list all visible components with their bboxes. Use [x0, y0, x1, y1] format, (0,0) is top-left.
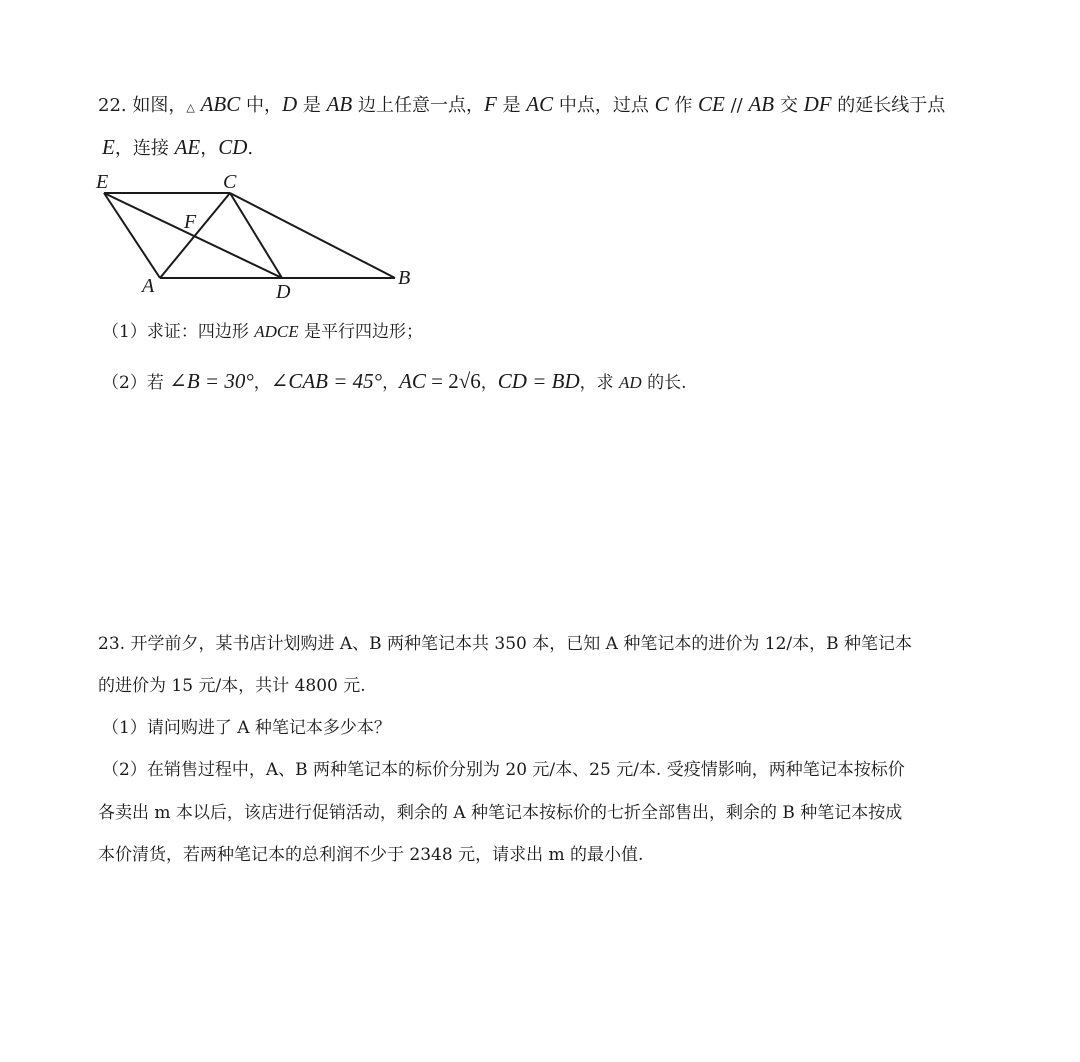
q22-part-2: （2）若 ∠B = 30°，∠CAB = 45°，AC = 2√6，CD = BD，求 AD 的长. — [102, 369, 687, 393]
q23-line-2: 的进价为 15 元/本，共计 4800 元. — [98, 676, 366, 696]
label-f: F — [184, 211, 197, 233]
triangle-symbol: △ — [186, 101, 195, 114]
q23-part-2-line-1: （2）在销售过程中，A、B 两种笔记本的标价分别为 20 元/本、25 元/本. 受疫情影响，两种笔记本按标价 — [102, 760, 905, 780]
label-b: B — [398, 267, 411, 289]
segment-ac — [160, 193, 230, 278]
label-e: E — [96, 171, 109, 193]
q23-part-2-line-3: 本价清货，若两种笔记本的总利润不少于 2348 元，请求出 m 的最小值. — [98, 845, 644, 865]
label-d: D — [276, 281, 291, 303]
q22-number: 22. — [98, 95, 127, 116]
label-a: A — [142, 275, 155, 297]
q22-line-1: 22. 如图，△ ABC 中，D 是 AB 边上任意一点，F 是 AC 中点，过点 C 作 CE // AB 交 DF 的延长线于点 — [98, 92, 946, 116]
q23-line-1: 23. 开学前夕，某书店计划购进 A、B 两种笔记本共 350 本，已知 A 种笔记本的进价为 12/本，B 种笔记本 — [98, 634, 913, 654]
q23-part-1: （1）请问购进了 A 种笔记本多少本？ — [102, 718, 391, 738]
label-c: C — [223, 171, 237, 193]
q22-line-2: E，连接 AE，CD. — [102, 135, 254, 159]
q22-part-1: （1）求证：四边形 ADCE 是平行四边形； — [102, 322, 424, 342]
geometry-figure — [92, 168, 422, 303]
q23-part-2-line-2: 各卖出 m 本以后，该店进行促销活动，剩余的 A 种笔记本按标价的七折全部售出，剩余的 B 种笔记本按成 — [98, 803, 903, 823]
